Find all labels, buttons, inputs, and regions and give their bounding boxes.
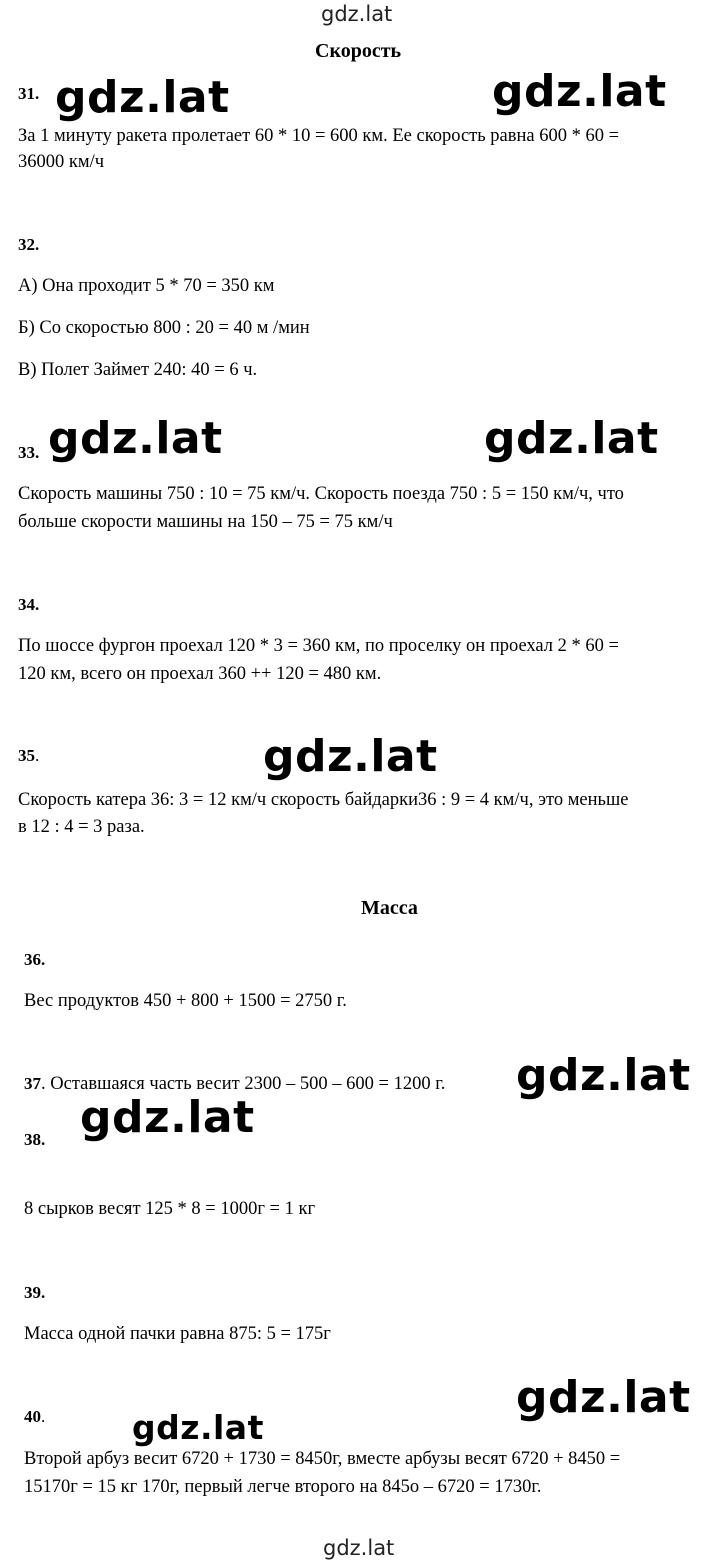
problem-text-37: . Оставшаяся часть весит 2300 – 500 – 600 = 1200 г. bbox=[41, 1074, 446, 1094]
problem-text-40-line-1: Второй арбуз весит 6720 + 1730 = 8450г, вместе арбузы весят 6720 + 8450 = bbox=[24, 1449, 621, 1469]
problem-text-33-line-2: больше скорости машины на 150 – 75 = 75 км/ч bbox=[18, 512, 393, 532]
problem-text-32-line-1: А) Она проходит 5 * 70 = 350 км bbox=[18, 276, 275, 296]
watermark-3: gdz.lat bbox=[48, 413, 223, 464]
footer-site-name: gdz.lat bbox=[323, 1536, 395, 1560]
problem-number-39: 39. bbox=[24, 1283, 46, 1302]
problem-text-35-line-2: в 12 : 4 = 3 раза. bbox=[18, 817, 145, 837]
watermark-2: gdz.lat bbox=[492, 66, 667, 117]
problem-text-31-line-1: За 1 минуту ракета пролетает 60 * 10 = 600 км. Ее скорость равна 600 * 60 = bbox=[18, 126, 620, 146]
problem-text-36-line-1: Вес продуктов 450 + 800 + 1500 = 2750 г. bbox=[24, 991, 347, 1011]
problem-number-35-digits: 35 bbox=[18, 746, 35, 765]
problem-text-39-line-1: Масса одной пачки равна 875: 5 = 175г bbox=[24, 1324, 331, 1344]
problem-number-40 bbox=[24, 1407, 45, 1427]
header-site-name: gdz.lat bbox=[321, 2, 393, 26]
watermark-8: gdz.lat bbox=[516, 1372, 691, 1423]
problem-number-33: 33. bbox=[18, 443, 40, 462]
section-title-mass: Масса bbox=[361, 897, 418, 919]
problem-text-34-line-1: По шоссе фургон проехал 120 * 3 = 360 км, по проселку он проехал 2 * 60 = bbox=[18, 636, 619, 656]
problem-text-40-line-2: 15170г = 15 кг 170г, первый легче второго на 845о – 6720 = 1730г. bbox=[24, 1477, 542, 1497]
problem-text-35-line-1: Скорость катера 36: 3 = 12 км/ч скорость байдарки36 : 9 = 4 км/ч, это меньше bbox=[18, 790, 629, 810]
problem-number-32: 32. bbox=[18, 235, 40, 254]
problem-number-35 bbox=[18, 746, 39, 766]
problem-text-38-line-1: 8 сырков весят 125 * 8 = 1000г = 1 кг bbox=[24, 1199, 316, 1219]
watermark-7: gdz.lat bbox=[80, 1092, 255, 1143]
problem-number-31: 31. bbox=[18, 84, 40, 103]
problem-number-34: 34. bbox=[18, 595, 40, 614]
section-title-speed: Скорость bbox=[315, 40, 402, 62]
watermark-1: gdz.lat bbox=[55, 72, 230, 123]
watermark-6: gdz.lat bbox=[516, 1050, 691, 1101]
problem-number-38: 38. bbox=[24, 1130, 46, 1149]
problem-number-36: 36. bbox=[24, 950, 46, 969]
watermark-4: gdz.lat bbox=[484, 413, 659, 464]
problem-number-40-digits: 40 bbox=[24, 1407, 41, 1426]
problem-number-40-dot: . bbox=[41, 1407, 46, 1426]
problem-text-32-line-2: Б) Со скоростью 800 : 20 = 40 м /мин bbox=[18, 318, 310, 338]
problem-text-32-line-3: В) Полет Займет 240: 40 = 6 ч. bbox=[18, 360, 258, 380]
problem-text-34-line-2: 120 км, всего он проехал 360 ++ 120 = 480 км. bbox=[18, 664, 382, 684]
problem-text-33-line-1: Скорость машины 750 : 10 = 75 км/ч. Скорость поезда 750 : 5 = 150 км/ч, что bbox=[18, 484, 624, 504]
problem-number-35-dot: . bbox=[35, 746, 40, 765]
watermark-5: gdz.lat bbox=[263, 731, 438, 782]
problem-number-37: 37 bbox=[24, 1074, 41, 1093]
watermark-9: gdz.lat bbox=[132, 1408, 264, 1447]
problem-text-31-line-2: 36000 км/ч bbox=[18, 152, 105, 172]
